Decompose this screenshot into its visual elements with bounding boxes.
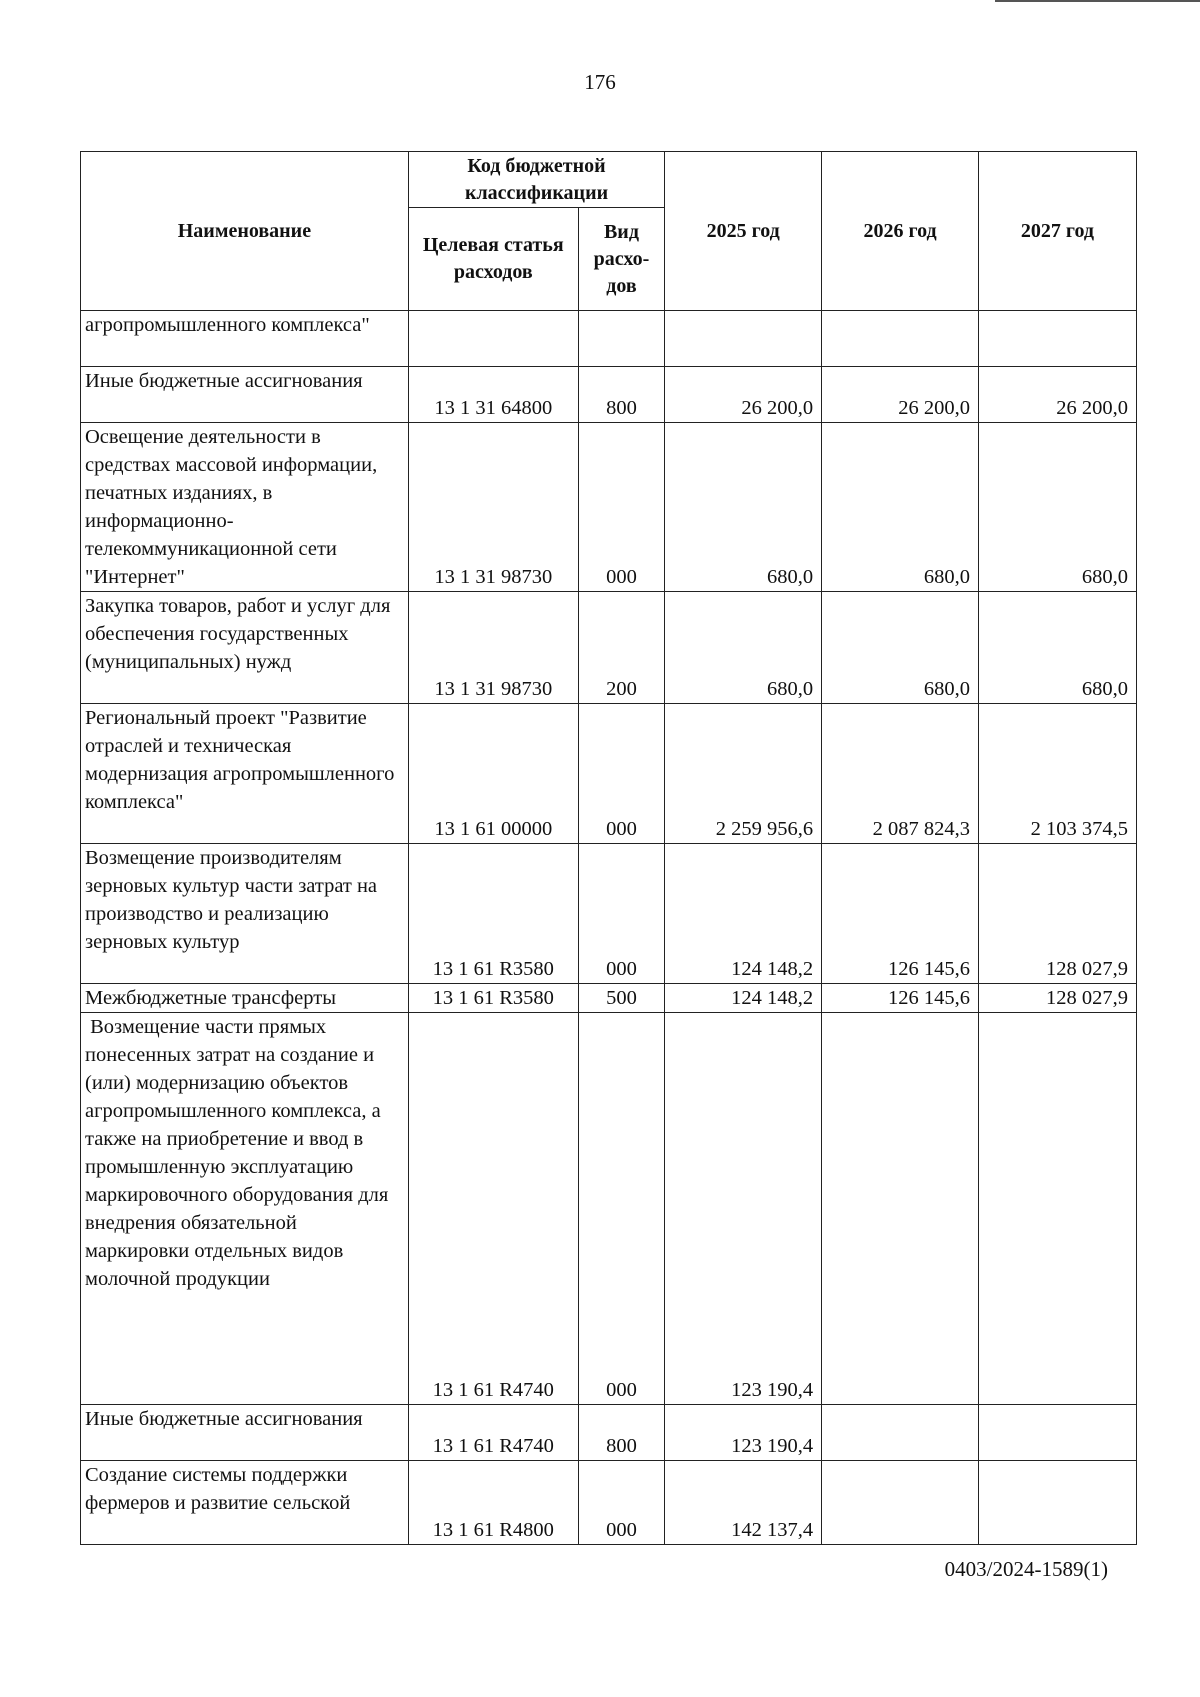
row-2027 — [978, 1405, 1136, 1461]
table-row — [81, 423, 1137, 592]
row-name: Закупка товаров, работ и услуг для обеспечения государственных (муниципальных) нужд — [81, 592, 409, 704]
row-name: Иные бюджетные ассигнования — [81, 367, 409, 423]
row-code — [408, 311, 578, 367]
row-kind: 000 — [578, 1013, 665, 1405]
table-row — [81, 1405, 1137, 1461]
row-kind: 000 — [578, 1461, 665, 1545]
row-2025: 123 190,4 — [665, 1013, 822, 1405]
row-2026 — [822, 1405, 979, 1461]
top-rule-line — [995, 0, 1200, 2]
row-kind: 800 — [578, 367, 665, 423]
row-code: 13 1 31 98730 — [408, 592, 578, 704]
table-row — [81, 1461, 1137, 1545]
row-2026 — [822, 311, 979, 367]
header-2025: 2025 год — [665, 152, 822, 311]
row-code: 13 1 61 R4800 — [408, 1461, 578, 1545]
row-name: Создание системы поддержки фермеров и развитие сельской — [81, 1461, 409, 1545]
row-2027: 680,0 — [978, 592, 1136, 704]
header-code-group: Код бюджетной классификации — [408, 152, 664, 208]
row-name: Возмещение части прямых понесенных затрат на создание и (или) модернизацию объектов агропромышленного комплекса, а также на приобретение и ввод в промышленную эксплуатацию маркировочного оборудования для внедрения обязательной маркировки отдельных видов молочной продукции — [81, 1013, 409, 1405]
row-kind: 000 — [578, 423, 665, 592]
row-code: 13 1 61 00000 — [408, 704, 578, 844]
row-2026: 126 145,6 — [822, 984, 979, 1013]
row-kind — [578, 311, 665, 367]
row-2026 — [822, 1461, 979, 1545]
row-name: Региональный проект "Развитие отраслей и техническая модернизация агропромышленного комплекса" — [81, 704, 409, 844]
row-name: Возмещение производителям зерновых культур части затрат на производство и реализацию зерновых культур — [81, 844, 409, 984]
row-2026: 26 200,0 — [822, 367, 979, 423]
row-name: агропромышленного комплекса" — [81, 311, 409, 367]
row-2027: 26 200,0 — [978, 367, 1136, 423]
row-2026: 680,0 — [822, 592, 979, 704]
row-code: 13 1 61 R3580 — [408, 844, 578, 984]
row-2026 — [822, 1013, 979, 1405]
row-code: 13 1 31 98730 — [408, 423, 578, 592]
row-code: 13 1 61 R3580 — [408, 984, 578, 1013]
table-row — [81, 844, 1137, 984]
budget-table — [80, 151, 1137, 1545]
row-2027: 128 027,9 — [978, 984, 1136, 1013]
header-expense-type: Вид расхо-дов — [578, 208, 665, 311]
row-2027 — [978, 1013, 1136, 1405]
row-name: Освещение деятельности в средствах массовой информации, печатных изданиях, в информационно-телекоммуникационной сети "Интернет" — [81, 423, 409, 592]
row-2027: 128 027,9 — [978, 844, 1136, 984]
table-row — [81, 984, 1137, 1013]
row-2025: 680,0 — [665, 592, 822, 704]
row-2027 — [978, 1461, 1136, 1545]
header-2027: 2027 год — [978, 152, 1136, 311]
row-code: 13 1 61 R4740 — [408, 1013, 578, 1405]
row-kind: 000 — [578, 844, 665, 984]
row-2027: 2 103 374,5 — [978, 704, 1136, 844]
table-row — [81, 592, 1137, 704]
row-2025: 124 148,2 — [665, 984, 822, 1013]
document-number: 0403/2024-1589(1) — [944, 1557, 1108, 1581]
header-name: Наименование — [81, 152, 409, 311]
row-2025: 2 259 956,6 — [665, 704, 822, 844]
row-kind: 800 — [578, 1405, 665, 1461]
row-2027: 680,0 — [978, 423, 1136, 592]
page-number: 176 — [584, 70, 616, 94]
row-name: Иные бюджетные ассигнования — [81, 1405, 409, 1461]
row-2025 — [665, 311, 822, 367]
row-2026: 680,0 — [822, 423, 979, 592]
row-2026: 126 145,6 — [822, 844, 979, 984]
table-row — [81, 311, 1137, 367]
row-code: 13 1 61 R4740 — [408, 1405, 578, 1461]
row-kind: 000 — [578, 704, 665, 844]
row-kind: 500 — [578, 984, 665, 1013]
row-kind: 200 — [578, 592, 665, 704]
row-name: Межбюджетные трансферты — [81, 984, 409, 1013]
row-2025: 124 148,2 — [665, 844, 822, 984]
row-2025: 680,0 — [665, 423, 822, 592]
header-target-article: Целевая статья расходов — [408, 208, 578, 311]
row-code: 13 1 31 64800 — [408, 367, 578, 423]
row-2025: 123 190,4 — [665, 1405, 822, 1461]
row-2026: 2 087 824,3 — [822, 704, 979, 844]
table-row — [81, 704, 1137, 844]
row-2025: 142 137,4 — [665, 1461, 822, 1545]
table-row — [81, 367, 1137, 423]
header-2026: 2026 год — [822, 152, 979, 311]
row-2027 — [978, 311, 1136, 367]
row-2025: 26 200,0 — [665, 367, 822, 423]
table-row — [81, 1013, 1137, 1405]
